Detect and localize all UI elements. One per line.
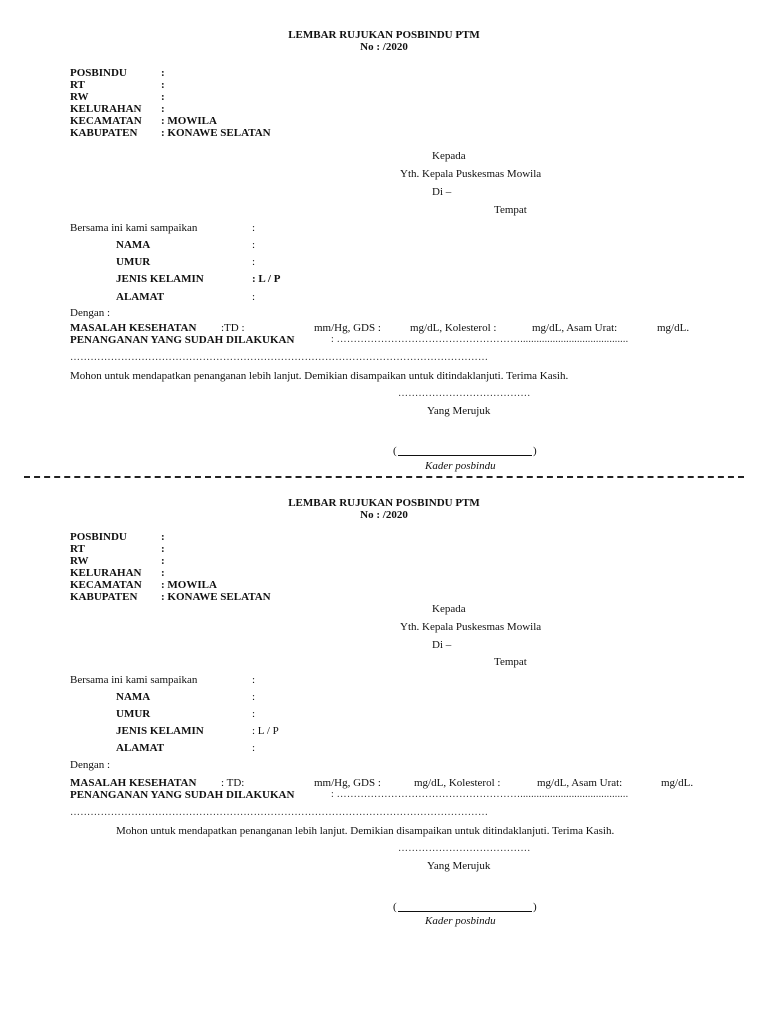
recipient-yth: Yth. Kepala Puskesmas Mowila (400, 168, 542, 180)
field-value-alamat[interactable]: : (252, 291, 256, 303)
signature-place-date-dots[interactable]: ………………………………… (398, 388, 531, 399)
id-value-posbindu[interactable]: : (161, 67, 165, 79)
masalah-mmhg-gds[interactable]: mm/Hg, GDS : (314, 322, 381, 334)
id-label-rt: RT (70, 79, 85, 91)
id-label-posbindu: POSBINDU (70, 67, 127, 79)
id-value-kecamatan: : MOWILA (161, 579, 217, 591)
signature-place-date-dots[interactable]: ………………………………… (398, 843, 531, 854)
form-title: LEMBAR RUJUKAN POSBINDU PTM (288, 497, 480, 509)
signature-line[interactable] (398, 455, 532, 456)
field-value-umur[interactable]: : (252, 708, 256, 720)
id-value-kabupaten: : KONAWE SELATAN (161, 591, 271, 603)
field-label-alamat: ALAMAT (116, 291, 165, 303)
referral-form-bottom (0, 468, 768, 938)
masalah-kolesterol-unit[interactable]: mg/dL, Asam Urat: (537, 777, 623, 789)
intro-text: Bersama ini kami sampaikan (70, 222, 198, 234)
id-value-rt[interactable]: : (161, 543, 165, 555)
intro-colon: : (252, 674, 256, 686)
dengan-label: Dengan : (70, 307, 111, 319)
field-value-nama[interactable]: : (252, 691, 256, 703)
form-title: LEMBAR RUJUKAN POSBINDU PTM (288, 29, 480, 41)
id-label-kelurahan: KELURAHAN (70, 567, 142, 579)
id-label-kelurahan: KELURAHAN (70, 103, 142, 115)
masalah-gds-unit[interactable]: mg/dL, Kolesterol : (414, 777, 501, 789)
field-value-jenis-kelamin[interactable]: : L / P (252, 273, 281, 285)
field-label-umur: UMUR (116, 256, 151, 268)
field-label-jenis-kelamin: JENIS KELAMIN (116, 725, 204, 737)
field-value-nama[interactable]: : (252, 239, 256, 251)
id-label-kecamatan: KECAMATAN (70, 579, 142, 591)
signature-paren-open: ( (393, 445, 397, 457)
field-label-alamat: ALAMAT (116, 742, 165, 754)
field-label-umur: UMUR (116, 708, 151, 720)
id-label-posbindu: POSBINDU (70, 531, 127, 543)
recipient-yth: Yth. Kepala Puskesmas Mowila (400, 621, 542, 633)
signature-paren-open: ( (393, 901, 397, 913)
id-label-rt: RT (70, 543, 85, 555)
id-value-rt[interactable]: : (161, 79, 165, 91)
masalah-gds-unit[interactable]: mg/dL, Kolesterol : (410, 322, 497, 334)
closing-text: Mohon untuk mendapatkan penanganan lebih lanjut. Demikian disampaikan untuk ditindaklanjuti. Terima Kasih. (70, 370, 569, 382)
yang-merujuk: Yang Merujuk (427, 405, 491, 417)
intro-text: Bersama ini kami sampaikan (70, 674, 198, 686)
field-value-alamat[interactable]: : (252, 742, 256, 754)
penanganan-label: PENANGANAN YANG SUDAH DILAKUKAN (70, 789, 295, 801)
referral-form-top (0, 0, 768, 470)
form-number: No : /2020 (360, 509, 408, 521)
recipient-kepada: Kepada (432, 603, 466, 615)
field-label-nama: NAMA (116, 239, 151, 251)
kader-label: Kader posbindu (425, 460, 496, 472)
id-value-kelurahan[interactable]: : (161, 567, 165, 579)
dengan-label: Dengan : (70, 759, 111, 771)
recipient-tempat: Tempat (494, 656, 527, 668)
field-label-jenis-kelamin: JENIS KELAMIN (116, 273, 204, 285)
signature-line[interactable] (398, 911, 532, 912)
yang-merujuk: Yang Merujuk (427, 860, 491, 872)
masalah-label: MASALAH KESEHATAN (70, 777, 197, 789)
signature-paren-close: ) (533, 445, 537, 457)
id-value-kabupaten: : KONAWE SELATAN (161, 127, 271, 139)
id-label-kabupaten: KABUPATEN (70, 591, 138, 603)
id-value-rw[interactable]: : (161, 91, 165, 103)
id-label-rw: RW (70, 555, 89, 567)
id-label-rw: RW (70, 91, 89, 103)
penanganan-dots[interactable]: : ………………………………………………........................................ (331, 789, 629, 800)
penanganan-dots[interactable]: : ………………………………………………........................................ (331, 334, 629, 345)
masalah-kolesterol-unit[interactable]: mg/dL, Asam Urat: (532, 322, 618, 334)
recipient-di: Di – (432, 186, 452, 198)
form-number: No : /2020 (360, 41, 408, 53)
id-value-kelurahan[interactable]: : (161, 103, 165, 115)
id-value-posbindu[interactable]: : (161, 531, 165, 543)
masalah-asam-urat-unit: mg/dL. (657, 322, 690, 334)
id-value-kecamatan: : MOWILA (161, 115, 217, 127)
penanganan-continued-dots[interactable]: …………………………………………………………………………………………………………… (70, 352, 489, 363)
masalah-td[interactable]: : TD: (221, 777, 245, 789)
id-label-kecamatan: KECAMATAN (70, 115, 142, 127)
kader-label: Kader posbindu (425, 915, 496, 927)
masalah-label: MASALAH KESEHATAN (70, 322, 197, 334)
closing-text: Mohon untuk mendapatkan penanganan lebih lanjut. Demikian disampaikan untuk ditindaklanjuti. Terima Kasih. (116, 825, 615, 837)
id-value-rw[interactable]: : (161, 555, 165, 567)
masalah-asam-urat-unit: mg/dL. (661, 777, 694, 789)
penanganan-continued-dots[interactable]: …………………………………………………………………………………………………………… (70, 807, 489, 818)
field-value-jenis-kelamin[interactable]: : L / P (252, 725, 279, 737)
recipient-tempat: Tempat (494, 204, 527, 216)
penanganan-label: PENANGANAN YANG SUDAH DILAKUKAN (70, 334, 295, 346)
field-value-umur[interactable]: : (252, 256, 256, 268)
recipient-di: Di – (432, 639, 452, 651)
id-label-kabupaten: KABUPATEN (70, 127, 138, 139)
intro-colon: : (252, 222, 256, 234)
masalah-mmhg-gds[interactable]: mm/Hg, GDS : (314, 777, 381, 789)
recipient-kepada: Kepada (432, 150, 466, 162)
field-label-nama: NAMA (116, 691, 151, 703)
masalah-td[interactable]: :TD : (221, 322, 245, 334)
signature-paren-close: ) (533, 901, 537, 913)
